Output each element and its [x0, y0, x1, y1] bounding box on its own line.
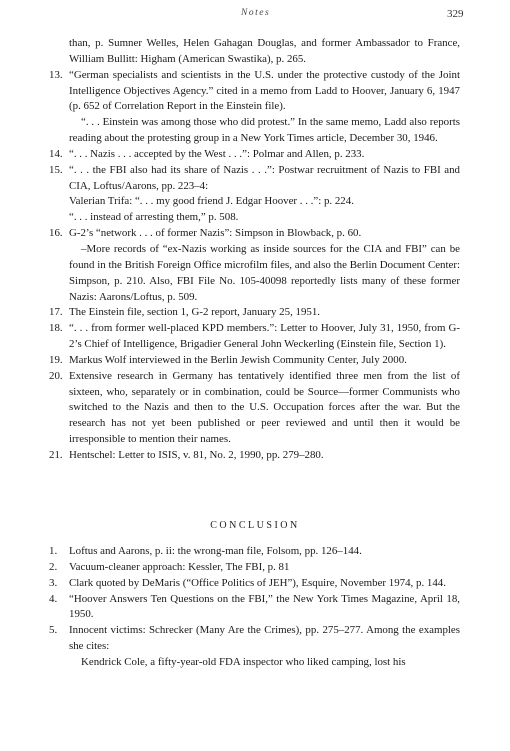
note-text: “German specialists and scientists in the U.S. under the protective custody of the Joint Intelligence Objectives Agency.” cited in a memo from Ladd to Hoover, January 6, 1947 (p. 652 of Correlation Report in the Einstein file). [69, 68, 460, 113]
note-number: 18. [49, 322, 63, 335]
note-text: Kendrick Cole, a fifty-year-old FDA inspector who liked camping, lost his [81, 655, 406, 668]
note-text: Loftus and Aarons, p. ii: the wrong-man file, Folsom, pp. 126–144. [69, 545, 362, 557]
note-13 [49, 68, 460, 116]
note-number: 19. [49, 353, 63, 366]
note-text: “. . . the FBI also had its share of Nazis . . .”: Postwar recruitment of Nazis to FBI and CIA, Loftus/Aarons, pp. 223–4: [69, 163, 460, 192]
conclusion-note-5 [49, 623, 460, 655]
note-text: Markus Wolf interviewed in the Berlin Jewish Community Center, July 2000. [69, 353, 407, 366]
conclusion-note-3 [49, 576, 460, 592]
note-text: “Hoover Answers Ten Questions on the FBI,” the New York Times Magazine, April 18, 1950. [69, 592, 460, 621]
note-number: 5. [49, 624, 58, 637]
note-19 [49, 353, 460, 369]
note-16 [49, 226, 460, 242]
note-text: G-2’s “network . . . of former Nazis”: Simpson in Blowback, p. 60. [69, 227, 362, 240]
note-text: Valerian Trifa: “. . . my good friend J. Edgar Hoover . . .”: p. 224. [69, 195, 354, 208]
note-number: 17. [49, 306, 63, 319]
note-text: Extensive research in Germany has tentatively identified three men from the list of sixteen, who, separately or in combination, could be Source—former Communists who switched to the Nazis and then to the U.S. Occupation forces after the war. But the research has not yet been published or peer reviewed and until then it would be irresponsible to mention their names. [69, 369, 460, 446]
note-number: 15. [49, 163, 63, 176]
notes-list [49, 36, 460, 464]
note-14 [49, 147, 460, 163]
running-head: Notes [241, 8, 271, 18]
note-21 [49, 448, 460, 464]
note-13-paragraph [49, 115, 460, 147]
note-number: 1. [49, 545, 58, 557]
note-text: –More records of “ex-Nazis working as inside sources for the CIA and FBI” can be found in the British Foreign Office microfilm files, and also the Berlin Document Center: Simpson, p. 210. Also, FBI File No. 105-40098 reportedly lists many of these former Nazis: Aarons/Loftus, p. 509. [69, 242, 460, 303]
note-number: 4. [49, 592, 58, 605]
note-number: 20. [49, 369, 63, 382]
note-18 [49, 321, 460, 353]
note-number: 13. [49, 68, 63, 81]
note-number: 3. [49, 576, 58, 589]
conclusion-note-1 [49, 544, 460, 560]
note-15-sub [49, 194, 460, 210]
note-text: “. . . Einstein was among those who did protest.” In the same memo, Ladd also reports reading about the protesting group in a New York Times article, December 30, 1946. [69, 116, 460, 145]
conclusion-note-5-paragraph [49, 655, 460, 671]
note-text: The Einstein file, section 1, G-2 report, January 25, 1951. [69, 306, 321, 319]
note-17 [49, 305, 460, 321]
note-text: “. . . from former well-placed KPD members.”: Letter to Hoover, July 31, 1950, from G-2’s Chief of Intelligence, Brigadier General John Weckerling (Einstein file, Section 1). [69, 322, 460, 351]
note-20 [49, 369, 460, 448]
note-number: 16. [49, 227, 63, 240]
note-16-paragraph [49, 242, 460, 305]
note-number: 21. [49, 448, 63, 461]
note-text: Hentschel: Letter to ISIS, v. 81, No. 2, 1990, pp. 279–280. [69, 448, 324, 461]
note-text: Innocent victims: Schrecker (Many Are the Crimes), pp. 275–277. Among the examples she cites: [69, 624, 460, 653]
note-number: 14. [49, 147, 63, 160]
note-continuation [49, 36, 460, 68]
note-number: 2. [49, 560, 58, 573]
note-15-sub [49, 210, 460, 226]
page-number: 329 [447, 8, 464, 20]
note-text: Vacuum-cleaner approach: Kessler, The FBI, p. 81 [69, 560, 290, 573]
note-15 [49, 163, 460, 195]
note-text: than, p. Sumner Welles, Helen Gahagan Douglas, and former Ambassador to France, William Bullitt: Higham (American Swastika), p. 265. [69, 37, 460, 65]
note-text: “. . . Nazis . . . accepted by the West . . .”: Polmar and Allen, p. 233. [69, 147, 365, 160]
note-text: Clark quoted by DeMaris (“Office Politics of JEH”), Esquire, November 1974, p. 144. [69, 576, 446, 589]
conclusion-note-2 [49, 560, 460, 576]
section-heading-conclusion: CONCLUSION [210, 520, 300, 531]
conclusion-notes-list [49, 544, 460, 671]
note-text: “. . . instead of arresting them,” p. 508. [69, 211, 239, 224]
conclusion-note-4 [49, 592, 460, 624]
